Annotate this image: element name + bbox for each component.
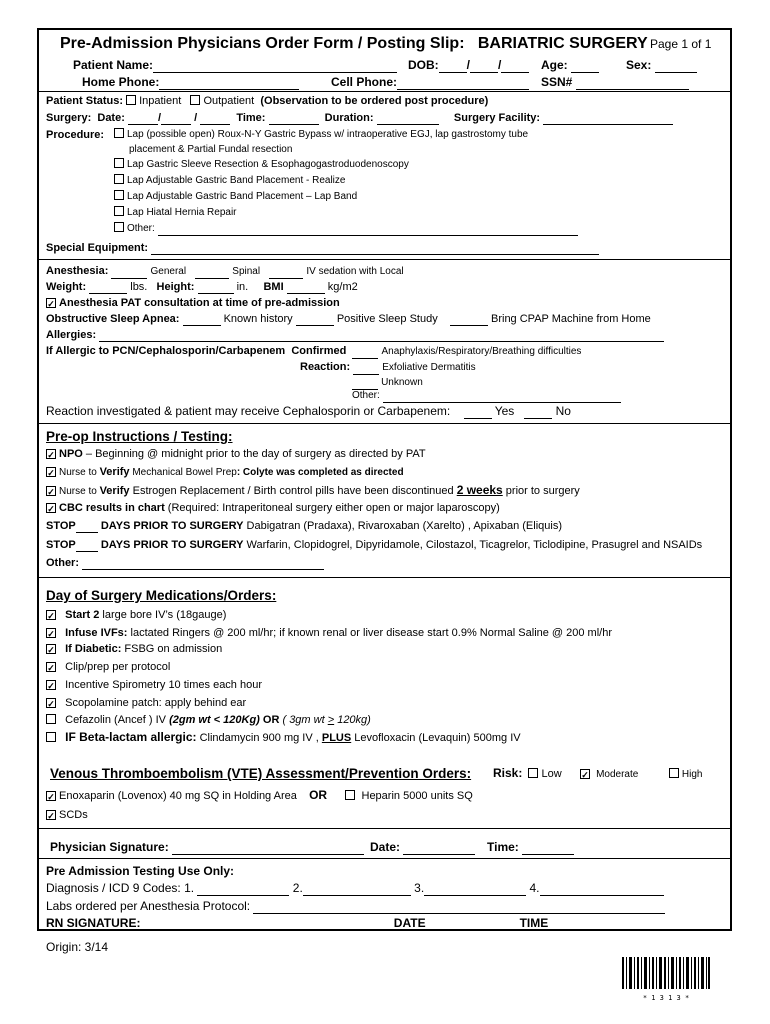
preop-other (46, 556, 324, 570)
page-number: Page 1 of 1 (650, 37, 712, 51)
investigated-row (46, 404, 571, 419)
confirmed-label: Confirmed (291, 345, 347, 357)
dos-text: > (327, 714, 335, 726)
sig-date-label: Date: (370, 840, 401, 854)
reaction-label: Reaction: (300, 361, 351, 373)
divider (37, 577, 732, 578)
pat-consult-label: Anesthesia PAT consultation at time of pre-admission (59, 297, 340, 309)
divider (37, 259, 732, 260)
dos-text: Cefazolin (Ancef ) IV (65, 714, 170, 726)
cell-phone-field[interactable] (397, 78, 529, 90)
moderate-label: Moderate (596, 769, 639, 780)
procedure-item-label: Other: (127, 223, 155, 234)
special-equipment-field[interactable] (151, 243, 599, 255)
dob-sep: / (498, 58, 502, 72)
preop-stop2 (46, 538, 702, 552)
dos-item (46, 696, 246, 710)
exfoliative-label: Exfoliative Dermatitis (382, 362, 476, 373)
scds-checkbox[interactable] (46, 810, 56, 820)
heparin-checkbox[interactable] (345, 790, 355, 800)
duration-field[interactable] (377, 113, 439, 125)
dos-item (46, 626, 612, 640)
dos-checkbox[interactable] (46, 698, 56, 708)
stop2-drugs: Warfarin, Clopidogrel, Dipyridamole, Cilostazol, Ticagrelor, Ticlodipine, Prasugrel and NSAIDs (243, 539, 703, 551)
procedure-label: Procedure: (46, 129, 105, 141)
dos-text: Incentive Spirometry 10 times each hour (65, 679, 262, 691)
dos-heading: Day of Surgery Medications/Orders: (46, 588, 277, 603)
dos-text: ( 3gm wt (282, 714, 328, 726)
age-label: Age: (541, 58, 568, 72)
bowel-checkbox[interactable] (46, 467, 56, 477)
procedure-checkbox[interactable] (114, 128, 124, 138)
diag-num: 1. (184, 881, 195, 895)
divider (37, 91, 732, 92)
dos-item (46, 730, 521, 745)
pcn-label: If Allergic to PCN/Cephalosporin/Carbapenem (46, 345, 286, 357)
dos-text: 120kg) (334, 714, 371, 726)
dos-text: large bore IV’s (18gauge) (99, 609, 227, 621)
allergies-row (46, 328, 664, 342)
procedure-item (114, 222, 578, 236)
iv-label: IV sedation with Local (306, 266, 404, 277)
dob-day-field[interactable] (470, 61, 498, 73)
special-equipment-row (46, 241, 599, 255)
dos-checkbox[interactable] (46, 680, 56, 690)
facility-label: Surgery Facility: (453, 112, 541, 124)
cbc-text: (Required: Intraperitoneal surgery either open or major laparoscopy) (164, 502, 500, 514)
estrogen-text: prior to surgery (502, 485, 580, 497)
surgery-time-field[interactable] (269, 113, 319, 125)
patient-name-row (73, 58, 397, 73)
pat-consult-row (46, 296, 340, 310)
heparin-label: Heparin 5000 units SQ (361, 790, 473, 802)
dos-item (46, 713, 371, 727)
age-row (541, 58, 599, 73)
surgery-row (46, 111, 673, 125)
rn-time-field[interactable] (548, 919, 626, 931)
estrogen-text: Nurse to (59, 486, 100, 497)
home-phone-row (82, 75, 299, 90)
barcode-bars (622, 957, 710, 989)
no-label: No (555, 404, 571, 418)
exfoliative-field[interactable] (353, 363, 379, 375)
ssn-field[interactable] (576, 78, 689, 90)
dos-checkbox[interactable] (46, 732, 56, 742)
estrogen-checkbox[interactable] (46, 486, 56, 496)
bmi-label: BMI (263, 281, 284, 293)
procedure-item (114, 128, 528, 142)
duration-label: Duration: (324, 112, 374, 124)
iv-field[interactable] (269, 267, 303, 279)
cell-phone-label: Cell Phone: (331, 75, 398, 89)
cpap-field[interactable] (450, 314, 488, 326)
vte-heading: Venous Thromboembolism (VTE) Assessment/Prevention Orders: (50, 766, 472, 781)
diag-field[interactable] (540, 884, 664, 896)
rn-row (46, 916, 626, 931)
vitals-row (46, 280, 358, 294)
procedure-checkbox[interactable] (114, 206, 124, 216)
stop2-days-field[interactable] (76, 540, 98, 552)
or-label: OR (309, 788, 328, 802)
labs-field[interactable] (253, 902, 665, 914)
sex-label: Sex: (626, 58, 652, 72)
diag-field[interactable] (303, 884, 411, 896)
investigated-label: Reaction investigated & patient may receive Cephalosporin or Carbapenem: (46, 404, 451, 418)
in-label: in. (236, 281, 249, 293)
procedure-item (114, 158, 409, 172)
diag-num: 4. (529, 881, 540, 895)
surgery-date-field[interactable] (200, 113, 230, 125)
npo-text: – Beginning @ midnight prior to the day of surgery as directed by PAT (82, 448, 426, 460)
height-field[interactable] (198, 282, 234, 294)
height-label: Height: (156, 281, 195, 293)
divider (37, 828, 732, 829)
form-subtitle: BARIATRIC SURGERY (477, 35, 648, 52)
known-field[interactable] (183, 314, 221, 326)
stop-days-label: DAYS PRIOR TO SURGERY (97, 520, 244, 532)
rn-date-label: DATE (393, 916, 426, 930)
general-field[interactable] (111, 267, 147, 279)
enox-row (46, 788, 473, 803)
surgery-date-field[interactable] (161, 113, 191, 125)
surgery-date-sep: / (194, 112, 198, 124)
dos-text: Clip/prep per protocol (65, 661, 171, 673)
procedure-item-label: Lap Adjustable Gastric Band Placement - Realize (127, 175, 346, 186)
reaction-other-label: Other: (352, 390, 380, 401)
dos-checkbox[interactable] (46, 610, 56, 620)
cbc-checkbox[interactable] (46, 503, 56, 513)
estrogen-text: Estrogen Replacement / Birth control pills have been discontinued (129, 485, 457, 497)
diag-row (46, 881, 664, 896)
inpatient-checkbox[interactable] (126, 95, 136, 105)
dos-bold: If Diabetic: (65, 643, 122, 655)
scds-label: SCDs (59, 809, 88, 821)
dob-row (408, 58, 529, 73)
divider (37, 858, 732, 859)
npo-checkbox[interactable] (46, 449, 56, 459)
form-title (60, 34, 648, 54)
bmi-unit: kg/m2 (327, 281, 358, 293)
known-label: Known history (223, 313, 293, 325)
stop-label: STOP (46, 520, 76, 532)
procedure-item-label: Lap Gastric Sleeve Resection & Esophagogastroduodenoscopy (127, 159, 409, 170)
dos-checkbox[interactable] (46, 662, 56, 672)
dos-item (46, 678, 262, 692)
bowel-text: : Colyte was completed as directed (236, 467, 404, 478)
diag-num: 2. (292, 881, 303, 895)
dos-bold: IF Beta-lactam allergic: (65, 730, 197, 744)
home-phone-field[interactable] (159, 78, 299, 90)
positive-label: Positive Sleep Study (336, 313, 438, 325)
risk-row (493, 766, 702, 782)
diag-field[interactable] (197, 884, 289, 896)
reaction-other-field[interactable] (383, 391, 621, 403)
outpatient-checkbox[interactable] (190, 95, 200, 105)
preop-cbc (46, 501, 500, 515)
allergies-label: Allergies: (46, 329, 97, 341)
preop-estrogen (46, 483, 580, 499)
divider (37, 423, 732, 424)
anaphylaxis-label: Anaphylaxis/Respiratory/Breathing difficulties (381, 346, 582, 357)
origin-label: Origin: 3/14 (46, 940, 109, 954)
diag-num: 3. (414, 881, 425, 895)
dos-checkbox[interactable] (46, 714, 56, 724)
preop-stop1 (46, 519, 562, 533)
preop-other-field[interactable] (82, 558, 324, 570)
sig-time-field[interactable] (522, 843, 574, 855)
dos-text: FSBG on admission (121, 643, 223, 655)
surgery-date-sep: / (157, 112, 162, 124)
dos-item (46, 642, 222, 656)
osa-label: Obstructive Sleep Apnea: (46, 313, 180, 325)
stop-days-label: DAYS PRIOR TO SURGERY (97, 539, 244, 551)
cpap-label: Bring CPAP Machine from Home (491, 313, 651, 325)
sex-row (626, 58, 697, 73)
stop1-drugs: Dabigatran (Pradaxa), Rivaroxaban (Xarelto) , Apixaban (Eliquis) (243, 520, 562, 532)
pat-only-heading: Pre Admission Testing Use Only: (46, 864, 235, 878)
special-equipment-label: Special Equipment: (46, 242, 149, 254)
sig-time-row (487, 840, 574, 855)
dos-text: Levofloxacin (Levaquin) 500mg IV (351, 732, 521, 744)
dob-month-field[interactable] (439, 61, 467, 73)
pcn-row (46, 344, 581, 359)
no-field[interactable] (524, 407, 552, 419)
surgery-date-label: Date: (97, 112, 125, 124)
anesthesia-label: Anesthesia: (46, 265, 109, 277)
lbs-label: lbs. (130, 281, 148, 293)
patient-name-label: Patient Name: (73, 58, 154, 72)
labs-row (46, 899, 665, 914)
high-checkbox[interactable] (669, 768, 679, 778)
preop-npo (46, 447, 426, 461)
pat-consult-checkbox[interactable] (46, 298, 56, 308)
enox-checkbox[interactable] (46, 791, 56, 801)
dos-bold: Start 2 (65, 609, 100, 621)
procedure-item (114, 190, 357, 204)
preop-heading: Pre-op Instructions / Testing: (46, 429, 233, 444)
cell-phone-row (331, 75, 529, 90)
procedure-other-field[interactable] (158, 224, 578, 236)
low-checkbox[interactable] (528, 768, 538, 778)
dos-bold: PLUS (321, 732, 352, 744)
labs-label: Labs ordered per Anesthesia Protocol: (46, 899, 251, 913)
procedure-checkbox[interactable] (114, 190, 124, 200)
physician-sig-field[interactable] (172, 843, 364, 855)
rn-label: RN SIGNATURE: (46, 916, 141, 930)
dos-text: lactated Ringers @ 200 ml/hr; if known renal or liver disease start 0.9% Normal Saline @ 200 ml/hr (127, 627, 613, 639)
dos-text: Scopolamine patch: apply behind ear (65, 697, 247, 709)
dob-sep: / (466, 58, 471, 72)
stop1-days-field[interactable] (76, 521, 98, 533)
dos-bold: (2gm wt < 120Kg) (169, 714, 260, 726)
procedure-item-cont: placement & Partial Fundal resection (129, 144, 293, 155)
dos-text: Clindamycin 900 mg IV , (196, 732, 322, 744)
anesthesia-row (46, 264, 404, 279)
bowel-verify: Verify (99, 466, 130, 478)
anaphylaxis-field[interactable] (352, 347, 378, 359)
status-row (46, 94, 488, 108)
rn-date-field[interactable] (426, 919, 520, 931)
ssn-row (541, 75, 689, 90)
sig-date-field[interactable] (403, 843, 475, 855)
dob-year-field[interactable] (501, 61, 529, 73)
bowel-text: Nurse to (59, 467, 100, 478)
rn-time-label: TIME (519, 916, 549, 930)
dos-checkbox[interactable] (46, 628, 56, 638)
diag-field[interactable] (424, 884, 526, 896)
osa-row (46, 312, 651, 326)
procedure-item-label: Lap Hiatal Hernia Repair (127, 207, 237, 218)
dos-item (46, 660, 170, 674)
general-label: General (150, 266, 187, 277)
cbc-label: CBC results in chart (59, 502, 165, 514)
barcode-text: * 1 3 1 3 * (642, 994, 690, 1002)
surgery-date-field[interactable] (128, 113, 158, 125)
patient-name-field[interactable] (153, 61, 397, 73)
dob-label: DOB: (408, 58, 439, 72)
spinal-field[interactable] (195, 267, 229, 279)
procedure-item-label: Lap Adjustable Gastric Band Placement – Lap Band (127, 191, 358, 202)
moderate-checkbox[interactable] (580, 769, 590, 779)
preop-bowel (46, 465, 404, 480)
barcode (622, 957, 710, 1002)
yes-field[interactable] (464, 407, 492, 419)
bowel-text: Mechanical Bowel Prep (129, 467, 237, 478)
dos-bold: OR (259, 714, 283, 726)
inpatient-label: Inpatient (139, 95, 182, 107)
rn-field[interactable] (140, 919, 182, 931)
allergies-field[interactable] (99, 330, 664, 342)
facility-field[interactable] (543, 113, 673, 125)
physician-sig-label: Physician Signature: (50, 840, 169, 854)
procedure-checkbox[interactable] (114, 222, 124, 232)
bmi-field[interactable] (287, 282, 325, 294)
procedure-item (114, 206, 237, 220)
home-phone-label: Home Phone: (82, 75, 160, 89)
reaction-row (300, 360, 476, 375)
reaction-other-row (352, 389, 621, 403)
estrogen-verify: Verify (99, 485, 130, 497)
physician-sig-row (50, 840, 364, 855)
surgery-label: Surgery: (46, 112, 92, 124)
dos-bold: Infuse IVFs: (65, 627, 128, 639)
status-note: (Observation to be ordered post procedure) (260, 95, 489, 107)
diag-label: Diagnosis / ICD 9 Codes: (46, 881, 181, 895)
sig-time-label: Time: (487, 840, 519, 854)
risk-label: Risk: (493, 766, 523, 780)
ssn-label: SSN# (541, 75, 573, 89)
surgery-time-label: Time: (236, 112, 266, 124)
procedure-checkbox[interactable] (114, 158, 124, 168)
status-label: Patient Status: (46, 95, 124, 107)
low-label: Low (541, 768, 562, 780)
stop-label: STOP (46, 539, 76, 551)
age-field[interactable] (571, 61, 599, 73)
yes-label: Yes (494, 404, 515, 418)
outpatient-label: Outpatient (203, 95, 255, 107)
weight-field[interactable] (89, 282, 127, 294)
weight-label: Weight: (46, 281, 87, 293)
npo-label: NPO (59, 448, 83, 460)
dos-checkbox[interactable] (46, 644, 56, 654)
procedure-item-label: Lap (possible open) Roux-N-Y Gastric Bypass w/ intraoperative EGJ, lap gastrostomy tube (127, 129, 529, 140)
sig-date-row (370, 840, 475, 855)
high-label: High (681, 769, 703, 780)
spinal-label: Spinal (232, 266, 261, 277)
estrogen-weeks: 2 weeks (456, 483, 503, 497)
scds-row (46, 808, 88, 822)
rn-sig-field[interactable] (186, 919, 394, 931)
enox-label: Enoxaparin (Lovenox) 40 mg SQ in Holding Area (59, 790, 297, 802)
sex-field[interactable] (655, 61, 697, 73)
positive-field[interactable] (296, 314, 334, 326)
preop-other-label: Other: (46, 557, 79, 569)
procedure-checkbox[interactable] (114, 174, 124, 184)
procedure-item (114, 174, 345, 188)
unknown-label: Unknown (381, 377, 423, 388)
dos-item (46, 608, 226, 622)
title-text: Pre-Admission Physicians Order Form / Posting Slip: (60, 35, 465, 52)
unknown-row (352, 375, 423, 390)
